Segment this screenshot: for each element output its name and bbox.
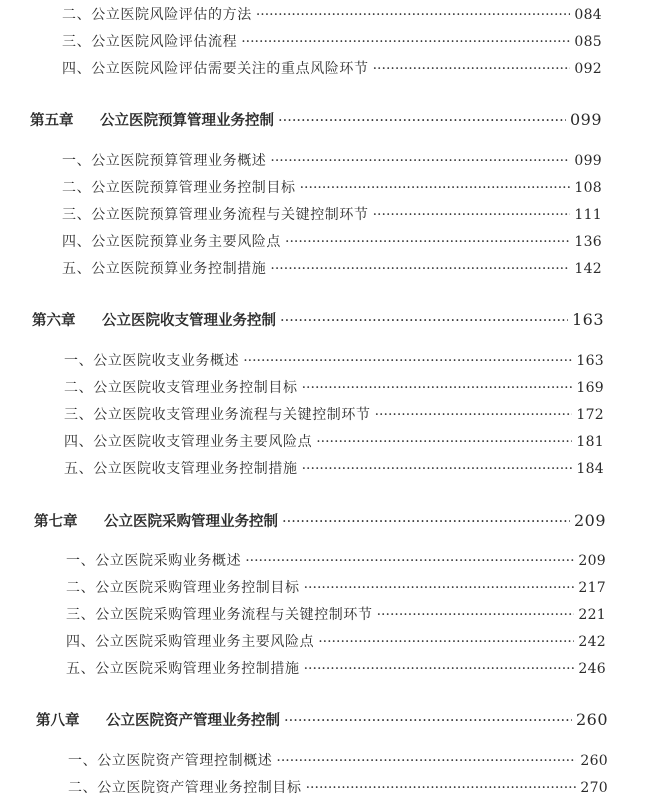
dot-leader — [373, 61, 571, 77]
toc-entry-page: 169 — [576, 380, 604, 396]
toc-entry-page: 260 — [580, 753, 608, 769]
toc-entry-title: 一、公立医院预算管理业务概述 — [62, 153, 267, 169]
toc-entry — [62, 31, 602, 51]
dot-leader — [316, 434, 572, 450]
toc-entry-title: 四、公立医院风险评估需要关注的重点风险环节 — [62, 61, 369, 77]
toc-entry-title: 二、公立医院采购管理业务控制目标 — [66, 580, 300, 596]
toc-entry-title: 五、公立医院采购管理业务控制措施 — [66, 661, 300, 677]
toc-entry — [62, 58, 602, 78]
toc-entry-title: 三、公立医院预算管理业务流程与关键控制环节 — [62, 207, 369, 223]
toc-entry — [64, 350, 604, 370]
toc-entry-page: 108 — [574, 180, 602, 196]
toc-entry-title: 一、公立医院收支业务概述 — [64, 353, 240, 369]
dot-leader — [280, 313, 568, 329]
dot-leader — [306, 780, 577, 796]
chapter-page: 099 — [569, 110, 602, 129]
toc-entry-page: 246 — [578, 661, 606, 677]
chapter-title: 公立医院资产管理业务控制 — [106, 712, 280, 729]
toc-entry-page: 217 — [578, 580, 606, 596]
toc-entry-page: 084 — [574, 7, 602, 23]
toc-entry-title: 四、公立医院收支管理业务主要风险点 — [64, 434, 313, 450]
toc-chapter — [36, 709, 608, 730]
toc-entry-title: 四、公立医院预算业务主要风险点 — [62, 234, 281, 250]
toc-entry-page: 221 — [578, 607, 606, 623]
toc-entry — [64, 458, 604, 478]
dot-leader — [304, 580, 575, 596]
chapter-title: 公立医院收支管理业务控制 — [102, 312, 276, 329]
dot-leader — [243, 353, 572, 369]
toc-entry — [66, 550, 606, 570]
toc-entry-title: 二、公立医院收支管理业务控制目标 — [64, 380, 298, 396]
toc-entry — [62, 204, 602, 224]
toc-entry-title: 二、公立医院资产管理业务控制目标 — [68, 780, 302, 796]
toc-entry-page: 142 — [574, 261, 602, 277]
dot-leader — [373, 207, 571, 223]
toc-entry — [66, 658, 606, 678]
chapter-number: 第六章 — [32, 312, 76, 329]
dot-leader — [304, 661, 575, 677]
toc-entry-title: 三、公立医院采购管理业务流程与关键控制环节 — [66, 607, 373, 623]
dot-leader — [270, 153, 570, 169]
dot-leader — [302, 461, 573, 477]
toc-entry — [62, 4, 602, 24]
toc-entry-title: 二、公立医院预算管理业务控制目标 — [62, 180, 296, 196]
toc-entry-title: 一、公立医院资产管理控制概述 — [68, 753, 273, 769]
toc-entry-page: 092 — [574, 61, 602, 77]
toc-entry — [64, 377, 604, 397]
dot-leader — [377, 607, 575, 623]
toc-entry-title: 三、公立医院风险评估流程 — [62, 34, 238, 50]
toc-entry-page: 184 — [576, 461, 604, 477]
dot-leader — [318, 634, 574, 650]
toc-entry — [62, 177, 602, 197]
toc-entry-page: 099 — [574, 153, 602, 169]
toc-entry-page: 242 — [578, 634, 606, 650]
toc-entry-title: 三、公立医院收支管理业务流程与关键控制环节 — [64, 407, 371, 423]
toc-chapter — [34, 510, 606, 531]
toc-entry — [64, 431, 604, 451]
toc-entry — [66, 604, 606, 624]
dot-leader — [278, 113, 566, 129]
toc-entry-page: 085 — [574, 34, 602, 50]
toc-entry — [64, 404, 604, 424]
dot-leader — [241, 34, 570, 50]
chapter-number: 第七章 — [34, 513, 78, 530]
dot-leader — [256, 7, 571, 23]
dot-leader — [300, 180, 571, 196]
chapter-number: 第五章 — [30, 112, 74, 129]
chapter-title: 公立医院预算管理业务控制 — [100, 112, 274, 129]
toc-entry-page: 172 — [576, 407, 604, 423]
chapter-page: 163 — [571, 310, 604, 329]
chapter-page: 209 — [573, 511, 606, 530]
toc-chapter — [32, 309, 604, 330]
toc-entry-page: 270 — [580, 780, 608, 796]
dot-leader — [282, 514, 570, 530]
dot-leader — [375, 407, 573, 423]
chapter-number: 第八章 — [36, 712, 80, 729]
toc-entry-title: 二、公立医院风险评估的方法 — [62, 7, 252, 23]
toc-chapter — [30, 109, 602, 130]
dot-leader — [302, 380, 573, 396]
chapter-title: 公立医院采购管理业务控制 — [104, 513, 278, 530]
toc-entry — [68, 750, 608, 770]
toc-entry-page: 209 — [578, 553, 606, 569]
toc-entry-title: 五、公立医院收支管理业务控制措施 — [64, 461, 298, 477]
dot-leader — [245, 553, 574, 569]
toc-entry-page: 111 — [574, 207, 602, 223]
toc-entry-page: 136 — [574, 234, 602, 250]
dot-leader — [276, 753, 576, 769]
toc-entry-page: 181 — [576, 434, 604, 450]
toc-entry-page: 163 — [576, 353, 604, 369]
toc-entry — [66, 631, 606, 651]
toc-entry — [68, 777, 608, 797]
toc-entry — [66, 577, 606, 597]
toc-entry — [62, 258, 602, 278]
dot-leader — [270, 261, 570, 277]
toc-entry — [62, 231, 602, 251]
chapter-page: 260 — [575, 710, 608, 729]
dot-leader — [285, 234, 570, 250]
dot-leader — [284, 713, 572, 729]
toc-entry-title: 四、公立医院采购管理业务主要风险点 — [66, 634, 315, 650]
toc-entry — [62, 150, 602, 170]
toc-entry-title: 一、公立医院采购业务概述 — [66, 553, 242, 569]
toc-entry-title: 五、公立医院预算业务控制措施 — [62, 261, 267, 277]
